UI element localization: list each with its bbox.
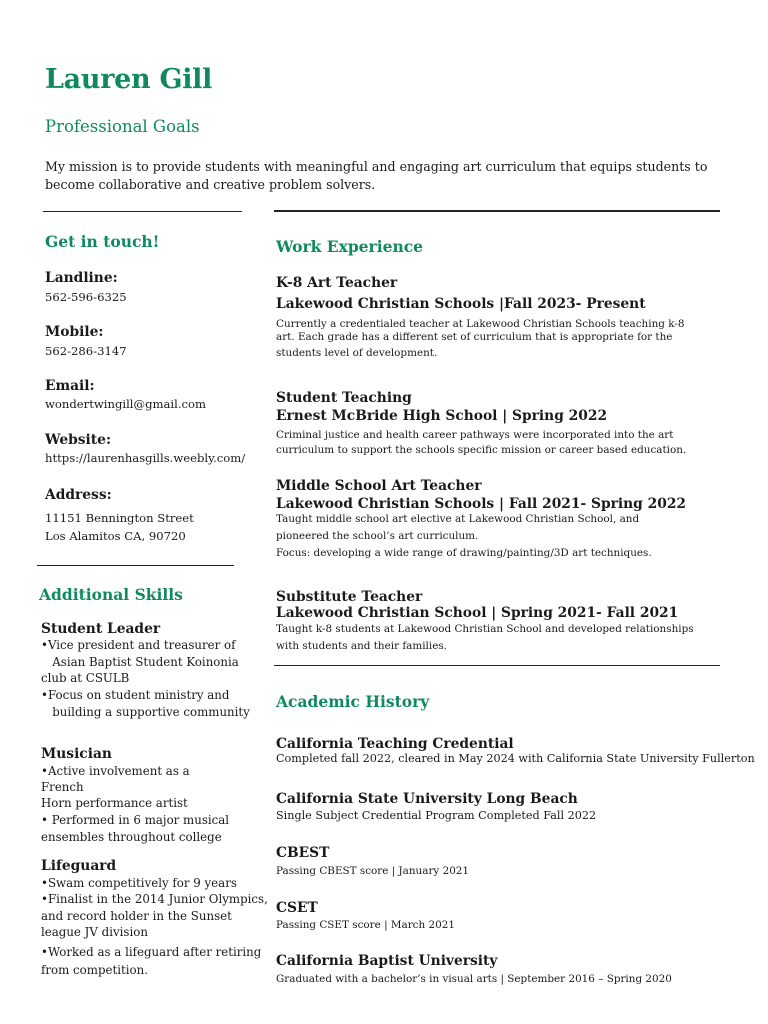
job-title: Middle School Art Teacher [276, 478, 482, 494]
skill-title: Musician [41, 746, 112, 762]
job-description-line: art. Each grade has a different set of curriculum that is appropriate for the [276, 331, 673, 343]
email-label: Email: [45, 378, 95, 394]
mobile-value: 562-286-3147 [45, 344, 127, 358]
job-organization: Lakewood Christian Schools |Fall 2023- Present [276, 296, 646, 312]
work-experience-heading: Work Experience [276, 237, 424, 256]
job-description-line: Taught k-8 students at Lakewood Christian School and developed relationships [276, 623, 694, 635]
skill-line: •Swam competitively for 9 years [41, 876, 237, 890]
landline-value: 562-596-6325 [45, 290, 127, 304]
job-description-line: Taught middle school art elective at Lakewood Christian School, and [276, 513, 640, 525]
skill-title: Student Leader [41, 621, 161, 637]
job-title: K-8 Art Teacher [276, 275, 398, 291]
job-description-line: students level of development. [276, 347, 438, 359]
skill-title: Lifeguard [41, 858, 117, 874]
job-description-line: curriculum to support the schools specific mission or career based education. [276, 444, 687, 456]
landline-label: Landline: [45, 270, 118, 286]
left-skills-rule [37, 565, 234, 566]
academic-detail: Passing CBEST score | January 2021 [276, 865, 470, 877]
mobile-label: Mobile: [45, 324, 104, 340]
skill-line: club at CSULB [41, 671, 130, 685]
address-label: Address: [45, 487, 112, 503]
academic-detail: Graduated with a bachelor’s in visual arts | September 2016 – Spring 2020 [276, 973, 672, 985]
skill-line: building a supportive community [41, 705, 250, 719]
website-link[interactable]: https://laurenhasgills.weebly.com/ [45, 451, 246, 465]
skill-line: Horn performance artist [41, 796, 188, 810]
job-organization: Lakewood Christian School | Spring 2021- Fall 2021 [276, 605, 679, 621]
job-description-line: Currently a credentialed teacher at Lakewood Christian Schools teaching k-8 [276, 318, 685, 330]
skill-line: ensembles throughout college [41, 830, 222, 844]
skill-line: •Vice president and treasurer of [41, 638, 236, 652]
job-title: Substitute Teacher [276, 589, 423, 605]
job-description-line: Criminal justice and health career pathways were incorporated into the art [276, 429, 674, 441]
mission-statement: My mission is to provide students with meaningful and engaging art curriculum that equips students to become collaborative and creative problem solvers. [45, 159, 708, 192]
website-label: Website: [45, 432, 112, 448]
resume-name: Lauren Gill [45, 64, 213, 95]
right-column-top-rule [274, 210, 720, 212]
skill-line: French [41, 780, 84, 794]
job-description-line: Focus: developing a wide range of drawing/painting/3D art techniques. [276, 547, 652, 559]
academic-title: California Baptist University [276, 953, 498, 969]
job-organization: Lakewood Christian Schools | Fall 2021- Spring 2022 [276, 496, 687, 512]
academic-detail: Passing CSET score | March 2021 [276, 919, 455, 931]
skill-line: •Finalist in the 2014 Junior Olympics, [41, 892, 268, 906]
academic-title: CBEST [276, 845, 330, 861]
professional-goals-heading: Professional Goals [45, 117, 200, 136]
skills-heading: Additional Skills [39, 585, 183, 604]
skill-line: •Active involvement as a [41, 764, 190, 778]
academic-history-heading: Academic History [276, 692, 430, 711]
job-title: Student Teaching [276, 390, 412, 406]
academic-title: CSET [276, 900, 318, 916]
right-academic-rule [274, 665, 720, 666]
job-description-line: with students and their families. [276, 640, 447, 652]
skill-line: league JV division [41, 925, 148, 939]
skill-line: from competition. [41, 963, 148, 977]
academic-title: California Teaching Credential [276, 736, 514, 752]
academic-title: California State University Long Beach [276, 791, 578, 807]
skill-line: Asian Baptist Student Koinonia [41, 655, 239, 669]
left-column-top-rule [43, 211, 242, 212]
address-line: 11151 Bennington Street [45, 511, 194, 525]
skill-line: and record holder in the Sunset [41, 909, 232, 923]
job-description-line: pioneered the school’s art curriculum. [276, 530, 479, 542]
skill-line: •Worked as a lifeguard after retiring [41, 945, 262, 959]
email-link[interactable]: wondertwingill@gmail.com [45, 397, 206, 411]
academic-detail: Completed fall 2022, cleared in May 2024 with California State University Fullerton [276, 752, 755, 765]
contact-heading: Get in touch! [45, 232, 160, 251]
skill-line: •Focus on student ministry and [41, 688, 230, 702]
skill-line: • Performed in 6 major musical [41, 813, 230, 827]
academic-detail: Single Subject Credential Program Completed Fall 2022 [276, 809, 597, 822]
job-organization: Ernest McBride High School | Spring 2022 [276, 408, 608, 424]
address-line: Los Alamitos CA, 90720 [45, 529, 186, 543]
